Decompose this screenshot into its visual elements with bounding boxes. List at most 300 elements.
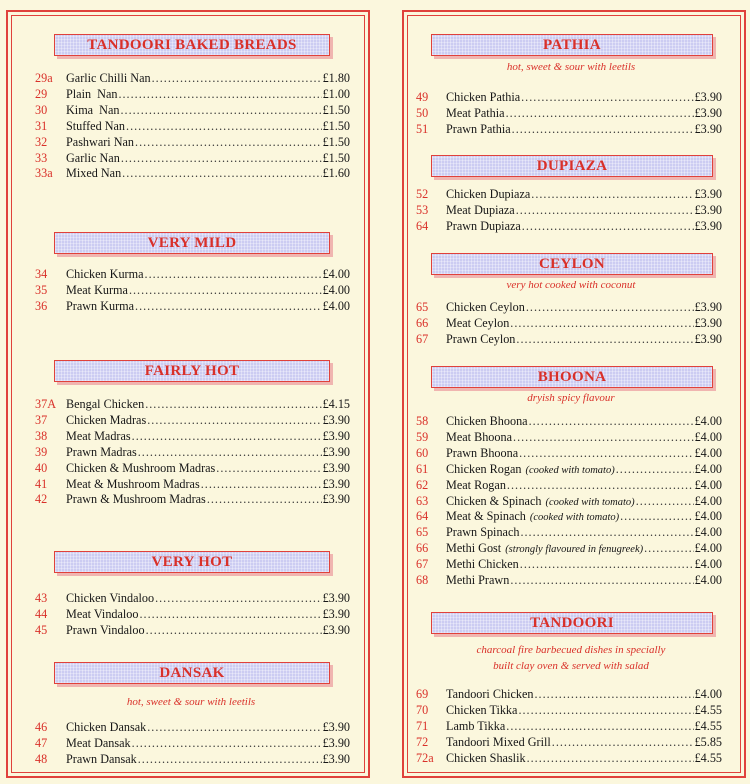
item-name: Chicken Tikka <box>446 702 518 717</box>
item-number: 66 <box>416 541 429 556</box>
item-price: £3.90 <box>694 315 722 330</box>
item-number: 49 <box>416 90 429 104</box>
menu-item <box>416 445 722 461</box>
item-line <box>66 476 350 492</box>
dot-leader <box>138 444 322 460</box>
menu-item <box>416 105 722 121</box>
item-line <box>66 751 350 767</box>
item-price: £3.90 <box>322 428 350 443</box>
item-number: 59 <box>416 429 429 444</box>
item-price: £3.90 <box>322 622 350 637</box>
item-price: £4.00 <box>694 541 722 556</box>
item-name: Methi Prawn <box>446 573 510 587</box>
item-line <box>446 686 722 702</box>
item-price: £3.90 <box>322 476 350 491</box>
item-note: (cooked with tomato) <box>545 496 635 508</box>
item-number: 34 <box>35 267 48 281</box>
item-line <box>446 413 722 429</box>
item-price: £3.90 <box>322 412 350 427</box>
item-name: Meat Vindaloo <box>66 606 139 621</box>
menu-item <box>35 134 350 150</box>
item-number: 37A <box>35 397 56 411</box>
item-note: (strongly flavoured in fenugreek) <box>505 544 644 556</box>
item-name: Garlic Chilli Nan <box>66 71 151 85</box>
item-line <box>66 590 350 606</box>
item-name: Chicken Ceylon <box>446 300 525 314</box>
item-price: £3.90 <box>322 444 350 459</box>
item-number: 42 <box>35 492 48 507</box>
dot-leader <box>120 102 321 118</box>
item-line <box>446 445 722 461</box>
item-price: £1.80 <box>322 71 350 85</box>
item-line <box>446 315 722 331</box>
item-number: 64 <box>416 218 429 233</box>
menu-item <box>35 86 350 102</box>
dot-leader <box>636 493 694 509</box>
menu-item <box>416 202 722 218</box>
menu-item <box>35 491 350 507</box>
dot-leader <box>121 150 322 166</box>
item-line <box>66 165 350 181</box>
item-price: £3.90 <box>694 121 722 136</box>
dot-leader <box>510 315 693 331</box>
item-name: Chicken Kurma <box>66 267 144 281</box>
item-name: Kima Nan <box>66 102 120 117</box>
menu-item <box>35 298 350 314</box>
item-line <box>66 444 350 460</box>
item-line <box>446 121 722 137</box>
item-number: 65 <box>416 300 429 314</box>
item-price: £3.90 <box>322 606 350 621</box>
item-name: Chicken Dupiaza <box>446 187 531 201</box>
item-line <box>446 718 722 734</box>
menu-item <box>416 299 722 315</box>
item-line <box>446 105 722 121</box>
dot-leader <box>513 429 694 445</box>
item-name: Prawn & Mushroom Madras <box>66 492 206 507</box>
item-name: Chicken & Spinach <box>446 493 542 508</box>
item-line <box>66 266 350 282</box>
item-price: £4.00 <box>694 557 722 572</box>
item-price: £3.90 <box>694 331 722 346</box>
dot-leader <box>126 118 322 134</box>
dot-leader <box>526 299 694 315</box>
item-price: £4.00 <box>694 525 722 540</box>
menu-item <box>35 266 350 282</box>
menu-item <box>416 718 722 734</box>
item-price: £1.50 <box>322 118 350 133</box>
item-number: 43 <box>35 591 48 605</box>
dot-leader <box>519 445 693 461</box>
menu-item <box>35 735 350 751</box>
item-number: 31 <box>35 118 48 133</box>
item-price: £3.90 <box>694 202 722 217</box>
menu-item <box>35 102 350 118</box>
item-line <box>66 86 350 102</box>
item-name: Bengal Chicken <box>66 397 145 411</box>
item-number: 29a <box>35 71 53 85</box>
section-subtitle: hot, sweet & sour with leetils <box>506 61 636 73</box>
item-name: Prawn Spinach <box>446 525 520 540</box>
menu-item <box>416 750 722 766</box>
item-price: £3.90 <box>322 751 350 766</box>
menu-item <box>35 70 350 86</box>
item-line <box>66 134 350 150</box>
item-line <box>66 735 350 751</box>
menu-item <box>416 540 722 556</box>
item-price: £4.00 <box>322 282 350 297</box>
item-name: Methi Gost <box>446 541 502 556</box>
item-price: £1.60 <box>322 166 350 181</box>
dot-leader <box>527 750 694 766</box>
item-note: (cooked with tomato) <box>529 512 620 524</box>
dot-leader <box>534 686 693 702</box>
item-number: 67 <box>416 331 429 346</box>
item-line <box>446 429 722 445</box>
menu-item <box>416 89 722 105</box>
menu-item <box>416 218 722 234</box>
item-name: Chicken Rogan <box>446 461 522 476</box>
menu-item <box>35 444 350 460</box>
section-subtitle: very hot cooked with coconut <box>506 279 636 291</box>
menu-item <box>35 590 350 606</box>
item-price: £1.00 <box>322 86 350 101</box>
menu-item <box>35 118 350 134</box>
item-name: Methi Chicken <box>446 557 519 572</box>
item-name: Stuffed Nan <box>66 118 126 133</box>
item-price: £3.90 <box>694 300 722 314</box>
dot-leader <box>520 524 693 540</box>
menu-item <box>416 702 722 718</box>
item-line <box>446 750 722 766</box>
item-number: 50 <box>416 105 429 120</box>
menu-item <box>416 572 722 588</box>
item-name: Lamb Tikka <box>446 718 506 733</box>
item-number: 47 <box>35 735 48 750</box>
item-price: £4.00 <box>694 493 722 508</box>
item-price: £4.00 <box>322 267 350 281</box>
dot-leader <box>620 508 693 524</box>
item-number: 62 <box>416 477 429 492</box>
section-heading: CEYLON <box>431 253 713 275</box>
item-price: £4.15 <box>322 397 350 411</box>
item-number: 69 <box>416 687 429 701</box>
item-name: Chicken Shaslik <box>446 750 526 765</box>
item-line <box>446 524 722 540</box>
item-price: £4.00 <box>694 573 722 587</box>
item-line <box>66 150 350 166</box>
menu-item <box>35 412 350 428</box>
dot-leader <box>155 590 322 606</box>
item-number: 33 <box>35 150 48 165</box>
item-price: £3.90 <box>322 720 350 734</box>
item-number: 70 <box>416 702 429 717</box>
menu-item <box>416 477 722 493</box>
dot-leader <box>522 218 694 234</box>
dot-leader <box>516 202 694 218</box>
section-heading: BHOONA <box>431 366 713 388</box>
dot-leader <box>140 606 322 622</box>
item-line <box>66 102 350 118</box>
item-name: Meat Pathia <box>446 105 505 120</box>
item-number: 30 <box>35 102 48 117</box>
menu-item <box>35 396 350 412</box>
item-line <box>66 70 350 86</box>
dot-leader <box>146 622 322 638</box>
item-number: 39 <box>35 444 48 459</box>
dot-leader <box>531 186 693 202</box>
dot-leader <box>521 89 693 105</box>
item-price: £4.00 <box>694 461 722 476</box>
dot-leader <box>147 412 321 428</box>
menu-item <box>416 524 722 540</box>
menu-item <box>416 121 722 137</box>
menu-item <box>416 686 722 702</box>
item-note: (cooked with tomato) <box>525 464 615 476</box>
section-subtitle: hot, sweet & sour with leetils <box>126 696 256 708</box>
item-line <box>446 556 722 572</box>
item-price: £3.90 <box>694 90 722 104</box>
item-price: £3.90 <box>694 218 722 233</box>
item-name: Tandoori Mixed Grill <box>446 734 551 749</box>
item-price: £3.90 <box>322 492 350 507</box>
item-name: Meat Rogan <box>446 477 506 492</box>
section-heading: TANDOORI BAKED BREADS <box>54 34 330 56</box>
dot-leader <box>506 718 693 734</box>
menu-item <box>35 165 350 181</box>
item-name: Meat Dansak <box>66 735 131 750</box>
item-name: Prawn Pathia <box>446 121 511 136</box>
section-heading: TANDOORI <box>431 612 713 634</box>
section-heading: DUPIAZA <box>431 155 713 177</box>
item-number: 45 <box>35 622 48 637</box>
dot-leader <box>132 735 322 751</box>
item-number: 40 <box>35 460 48 475</box>
item-price: £5.85 <box>694 734 722 749</box>
item-price: £3.90 <box>322 460 350 475</box>
section-subtitle: built clay oven & served with salad <box>493 660 649 672</box>
item-name: Prawn Kurma <box>66 298 135 313</box>
dot-leader <box>644 540 693 556</box>
section-heading: VERY MILD <box>54 232 330 254</box>
item-name: Meat & Spinach <box>446 509 526 524</box>
item-number: 37 <box>35 412 48 427</box>
item-number: 48 <box>35 751 48 766</box>
dot-leader <box>616 461 694 477</box>
item-name: Prawn Dupiaza <box>446 218 521 233</box>
item-price: £4.00 <box>694 477 722 492</box>
item-name: Meat Ceylon <box>446 315 510 330</box>
item-price: £4.00 <box>694 687 722 701</box>
menu-item <box>416 493 722 509</box>
dot-leader <box>510 572 693 588</box>
item-number: 61 <box>416 461 429 476</box>
dot-leader <box>152 70 322 86</box>
dot-leader <box>145 266 322 282</box>
item-number: 60 <box>416 445 429 460</box>
dot-leader <box>138 751 322 767</box>
item-number: 64 <box>416 509 429 524</box>
item-price: £4.00 <box>694 509 722 524</box>
section-subtitle: dryish spicy flavour <box>527 392 615 404</box>
item-price: £4.55 <box>694 750 722 765</box>
dot-leader <box>145 396 321 412</box>
menu-item <box>416 186 722 202</box>
item-line <box>446 186 722 202</box>
dot-leader <box>552 734 694 750</box>
dot-leader <box>122 165 321 181</box>
menu-item <box>416 429 722 445</box>
item-line <box>66 606 350 622</box>
item-line <box>446 331 722 347</box>
item-number: 67 <box>416 557 429 572</box>
item-name: Prawn Vindaloo <box>66 622 145 637</box>
item-price: £4.00 <box>694 445 722 460</box>
item-number: 52 <box>416 187 429 201</box>
item-name: Meat Bhoona <box>446 429 513 444</box>
item-price: £1.50 <box>322 102 350 117</box>
dot-leader <box>201 476 322 492</box>
item-name: Chicken Dansak <box>66 720 147 734</box>
item-line <box>66 428 350 444</box>
item-line <box>446 702 722 718</box>
menu-item <box>416 734 722 750</box>
menu-item <box>35 751 350 767</box>
section-heading: FAIRLY HOT <box>54 360 330 382</box>
item-name: Mixed Nan <box>66 166 122 181</box>
section-heading: VERY HOT <box>54 551 330 573</box>
item-number: 58 <box>416 414 429 428</box>
item-number: 29 <box>35 86 48 101</box>
item-number: 35 <box>35 282 48 297</box>
menu-item <box>35 460 350 476</box>
item-number: 33a <box>35 166 53 181</box>
item-line <box>66 491 350 507</box>
item-line <box>446 572 722 588</box>
item-number: 68 <box>416 573 429 587</box>
item-price: £4.55 <box>694 702 722 717</box>
menu-item <box>416 461 722 477</box>
dot-leader <box>207 491 322 507</box>
item-line <box>66 719 350 735</box>
item-number: 53 <box>416 202 429 217</box>
item-number: 36 <box>35 298 48 313</box>
dot-leader <box>132 428 322 444</box>
item-name: Meat Dupiaza <box>446 202 515 217</box>
item-price: £1.50 <box>322 134 350 149</box>
item-price: £4.00 <box>694 429 722 444</box>
item-name: Chicken Pathia <box>446 90 521 104</box>
menu-item <box>416 508 722 524</box>
dot-leader <box>135 134 322 150</box>
menu-item <box>416 331 722 347</box>
item-name: Plain Nan <box>66 86 118 101</box>
item-line <box>446 477 722 493</box>
dot-leader <box>135 298 322 314</box>
section-heading: DANSAK <box>54 662 330 684</box>
item-number: 51 <box>416 121 429 136</box>
item-price: £3.90 <box>694 187 722 201</box>
item-number: 32 <box>35 134 48 149</box>
item-number: 46 <box>35 720 48 734</box>
item-price: £4.55 <box>694 718 722 733</box>
item-price: £3.90 <box>694 105 722 120</box>
item-price: £1.50 <box>322 150 350 165</box>
item-number: 72a <box>416 750 434 765</box>
menu-item <box>35 428 350 444</box>
item-name: Prawn Ceylon <box>446 331 516 346</box>
item-price: £4.00 <box>694 414 722 428</box>
dot-leader <box>529 413 694 429</box>
item-name: Meat & Mushroom Madras <box>66 476 200 491</box>
item-number: 71 <box>416 718 429 733</box>
dot-leader <box>516 331 693 347</box>
item-name: Prawn Bhoona <box>446 445 519 460</box>
menu-item <box>35 606 350 622</box>
item-name: Chicken Madras <box>66 412 147 427</box>
menu-item <box>35 719 350 735</box>
item-name: Chicken Bhoona <box>446 414 528 428</box>
dot-leader <box>512 121 694 137</box>
dot-leader <box>507 477 694 493</box>
item-name: Tandoori Chicken <box>446 687 534 701</box>
item-number: 38 <box>35 428 48 443</box>
item-number: 63 <box>416 493 429 508</box>
menu-item <box>35 476 350 492</box>
item-price: £3.90 <box>322 735 350 750</box>
item-line <box>446 734 722 750</box>
menu-item <box>416 556 722 572</box>
menu-item <box>416 315 722 331</box>
dot-leader <box>147 719 321 735</box>
item-line <box>66 460 350 476</box>
section-heading: PATHIA <box>431 34 713 56</box>
item-name: Chicken & Mushroom Madras <box>66 460 216 475</box>
item-number: 44 <box>35 606 48 621</box>
item-price: £3.90 <box>322 591 350 605</box>
item-name: Prawn Madras <box>66 444 137 459</box>
item-number: 65 <box>416 525 429 540</box>
item-line <box>66 298 350 314</box>
item-number: 41 <box>35 476 48 491</box>
dot-leader <box>518 702 693 718</box>
section-subtitle: charcoal fire barbecued dishes in specially <box>476 644 666 656</box>
dot-leader <box>216 460 321 476</box>
item-line <box>66 282 350 298</box>
item-line <box>446 218 722 234</box>
item-line <box>66 412 350 428</box>
dot-leader <box>506 105 694 121</box>
menu-item <box>35 282 350 298</box>
menu-item <box>35 622 350 638</box>
item-line <box>66 396 350 412</box>
item-line <box>446 202 722 218</box>
menu-item <box>35 150 350 166</box>
dot-leader <box>129 282 322 298</box>
dot-leader <box>118 86 321 102</box>
item-name: Chicken Vindaloo <box>66 591 155 605</box>
item-number: 66 <box>416 315 429 330</box>
menu-item <box>416 413 722 429</box>
item-line <box>446 299 722 315</box>
item-line <box>66 622 350 638</box>
item-price: £4.00 <box>322 298 350 313</box>
item-name: Meat Madras <box>66 428 131 443</box>
item-name: Prawn Dansak <box>66 751 137 766</box>
item-name: Meat Kurma <box>66 282 128 297</box>
item-name: Pashwari Nan <box>66 134 135 149</box>
item-number: 72 <box>416 734 429 749</box>
